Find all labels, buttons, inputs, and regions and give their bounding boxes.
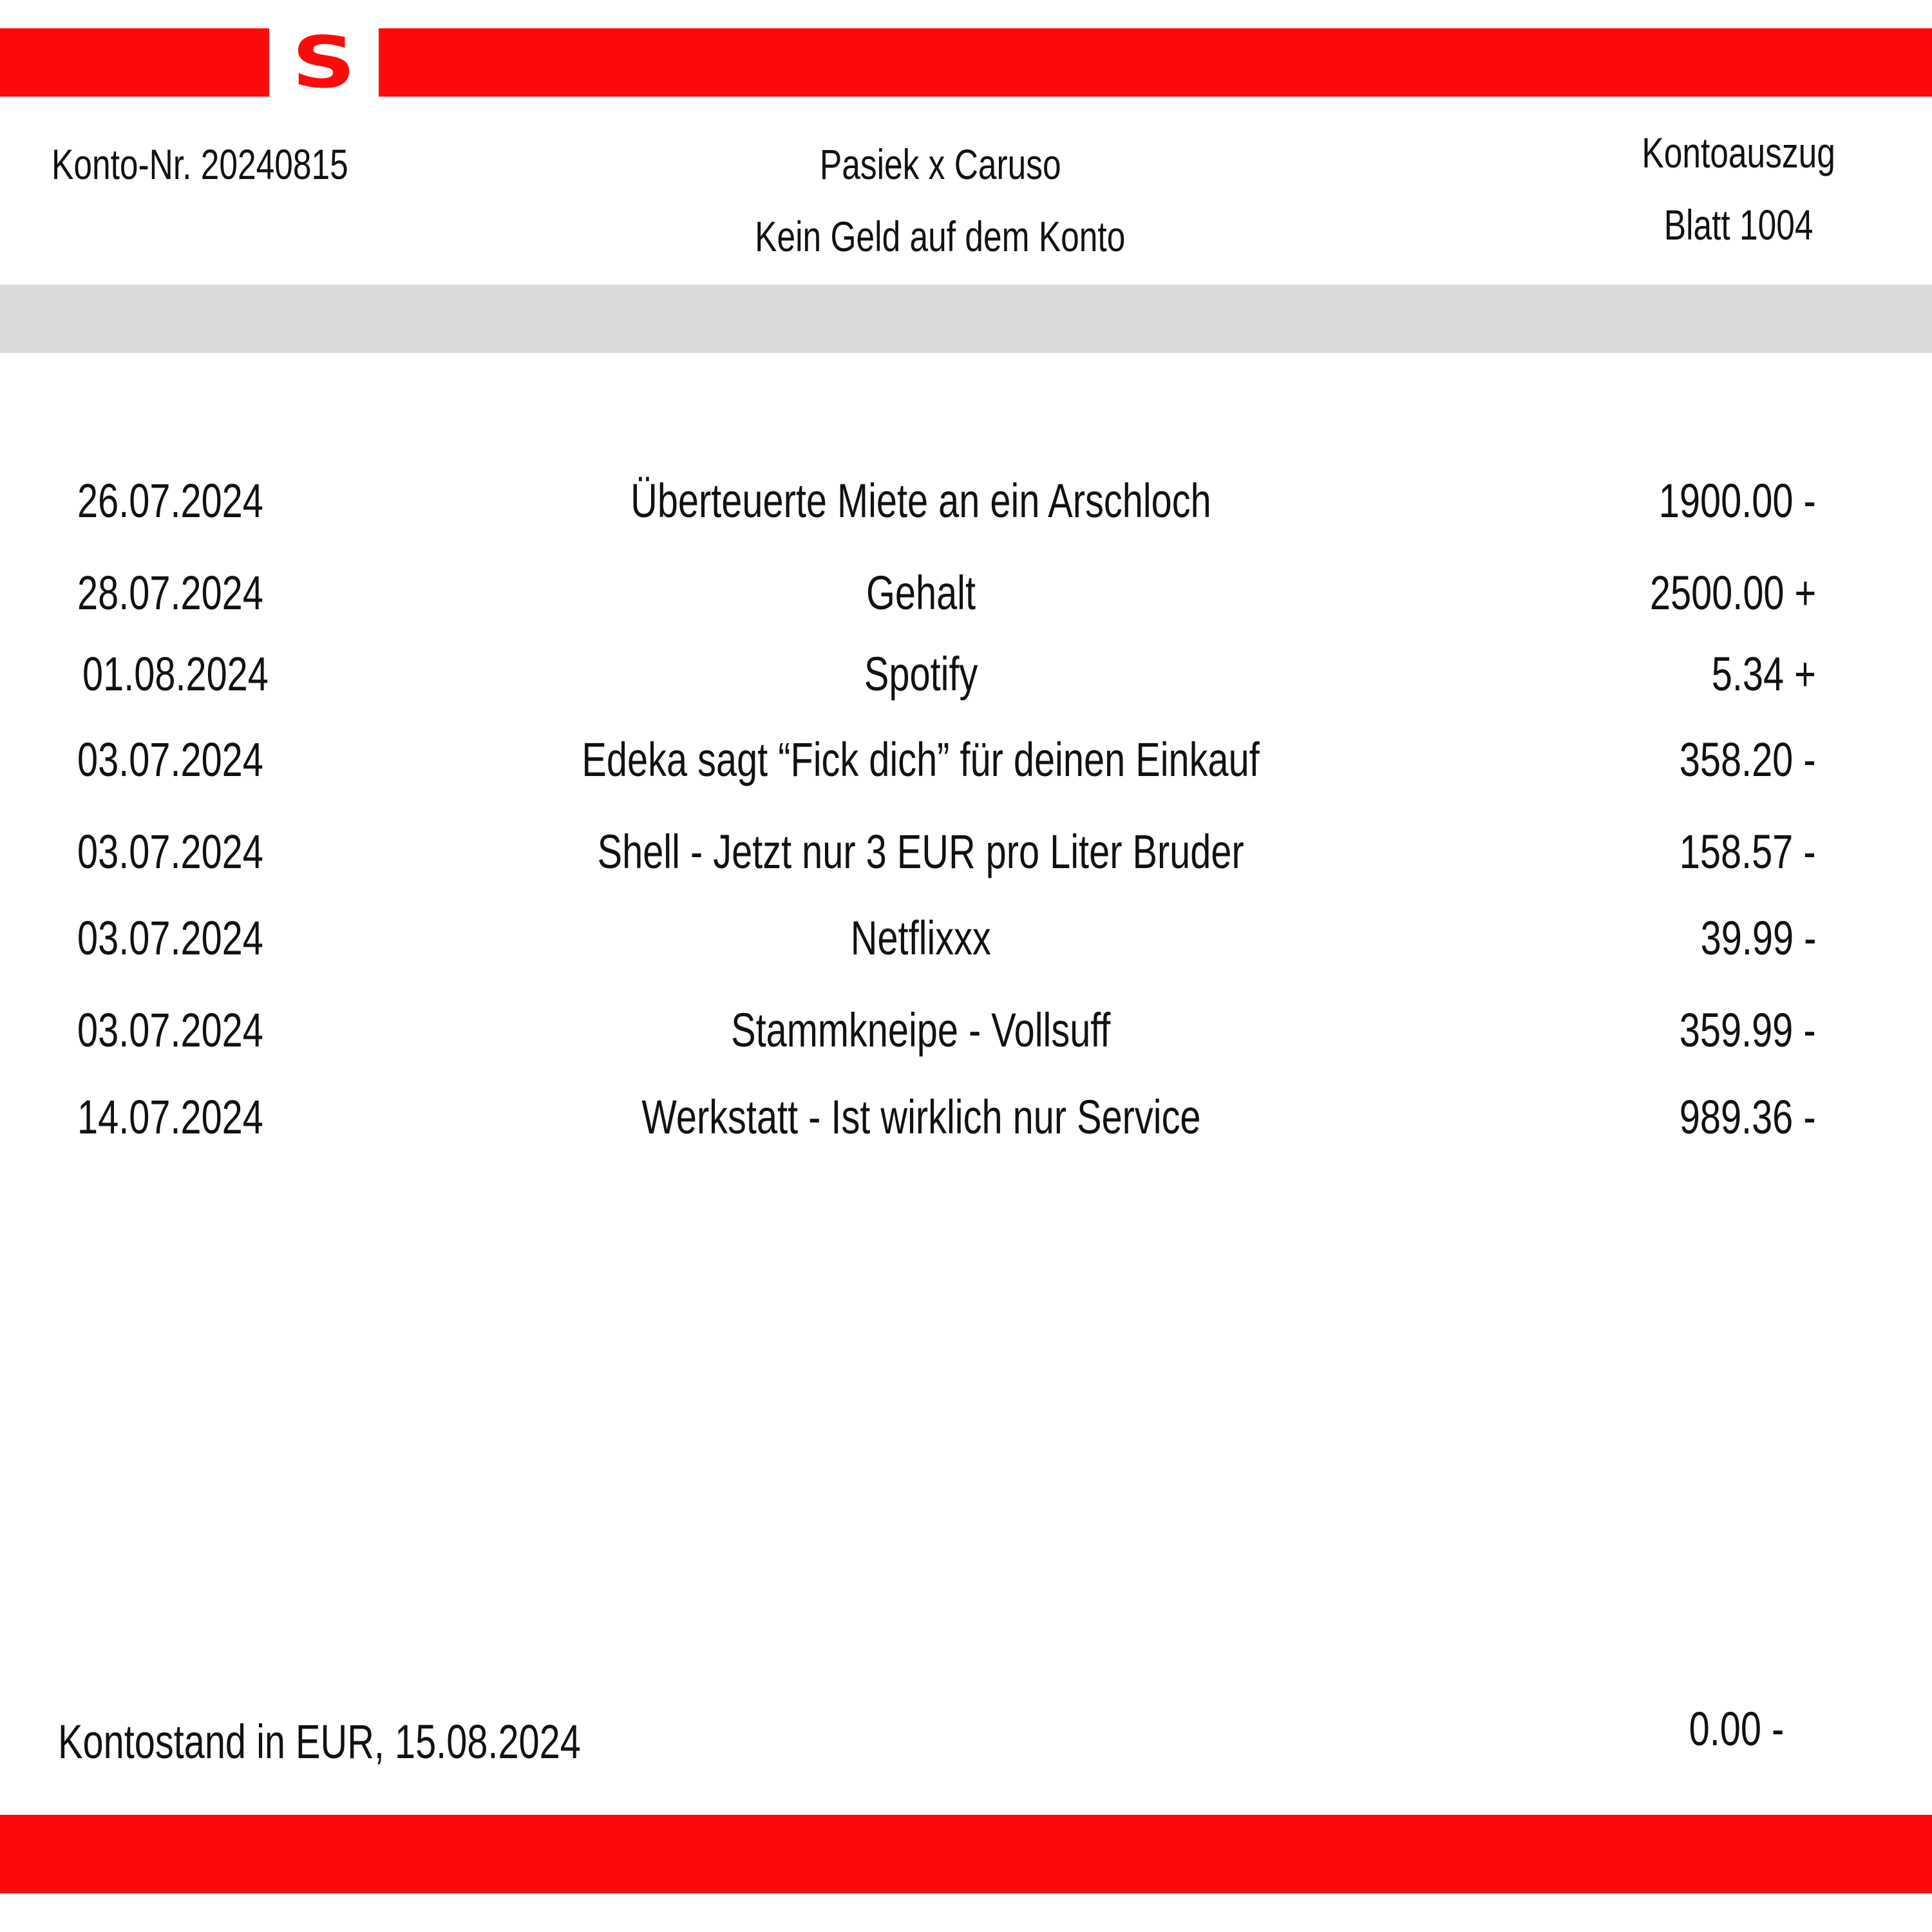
balance-amount-text: 0.00 - xyxy=(1689,1702,1784,1756)
bank-logo xyxy=(269,21,379,104)
top-accent-bar-right xyxy=(379,28,1932,97)
transaction-row xyxy=(0,564,1932,622)
transaction-row xyxy=(0,1088,1932,1146)
transaction-date: 14.07.2024 xyxy=(77,1090,263,1144)
transaction-date: 03.07.2024 xyxy=(77,825,263,878)
transaction-row xyxy=(0,909,1932,967)
transaction-amount: 158.57 - xyxy=(1680,825,1816,878)
balance-label-text: Kontostand in EUR, 15.08.2024 xyxy=(58,1715,581,1768)
transaction-amount: 359.99 - xyxy=(1680,1003,1816,1057)
transaction-amount: 5.34 + xyxy=(1711,647,1816,701)
separator-band xyxy=(0,285,1932,353)
balance-amount xyxy=(1513,1700,1784,1758)
transaction-row xyxy=(0,645,1932,703)
bottom-accent-bar xyxy=(0,1815,1932,1893)
document-type-text: Kontoauszug xyxy=(1642,129,1836,176)
transaction-description: Überteuerte Miete an ein Arschloch xyxy=(630,474,1211,527)
transaction-description: Netflixxx xyxy=(850,911,992,965)
transaction-date: 03.07.2024 xyxy=(77,1003,263,1057)
account-number-text: Konto-Nr. 20240815 xyxy=(52,140,348,188)
sheet-number-text: Blatt 1004 xyxy=(1664,201,1814,249)
account-holder-text: Pasiek x Caruso xyxy=(819,140,1061,188)
transaction-description: Edeka sagt “Fick dich” für deinen Einkauf xyxy=(582,733,1260,786)
bank-logo-letter: S xyxy=(292,21,356,104)
transaction-amount: 989.36 - xyxy=(1680,1090,1816,1144)
balance-label xyxy=(58,1713,728,1771)
account-holder xyxy=(644,140,1236,188)
top-accent-bar-left xyxy=(0,28,269,97)
account-subtitle-text: Kein Geld auf dem Konto xyxy=(755,213,1126,260)
transaction-description: Shell - Jetzt nur 3 EUR pro Liter Bruder xyxy=(597,825,1245,878)
transaction-date: 03.07.2024 xyxy=(77,911,263,965)
transaction-date: 28.07.2024 xyxy=(77,566,263,620)
transaction-row xyxy=(0,472,1932,530)
transaction-description: Spotify xyxy=(864,647,978,701)
transaction-amount: 1900.00 - xyxy=(1659,474,1816,527)
transaction-row xyxy=(0,823,1932,881)
sheet-number xyxy=(1546,201,1932,249)
account-number xyxy=(52,140,432,188)
transaction-amount: 358.20 - xyxy=(1680,733,1816,786)
transaction-description: Gehalt xyxy=(866,566,976,620)
transaction-description: Werkstatt - Ist wirklich nur Service xyxy=(641,1090,1201,1144)
account-subtitle xyxy=(644,215,1236,258)
transaction-date: 26.07.2024 xyxy=(77,474,263,527)
transaction-row xyxy=(0,1001,1932,1059)
transaction-description: Stammkneipe - Vollsuff xyxy=(731,1003,1111,1057)
transaction-row xyxy=(0,731,1932,789)
transaction-date: 01.08.2024 xyxy=(82,647,269,701)
transaction-amount: 39.99 - xyxy=(1700,911,1816,965)
document-type xyxy=(1546,131,1932,174)
transaction-date: 03.07.2024 xyxy=(77,733,263,786)
transaction-amount: 2500.00 + xyxy=(1649,566,1816,620)
